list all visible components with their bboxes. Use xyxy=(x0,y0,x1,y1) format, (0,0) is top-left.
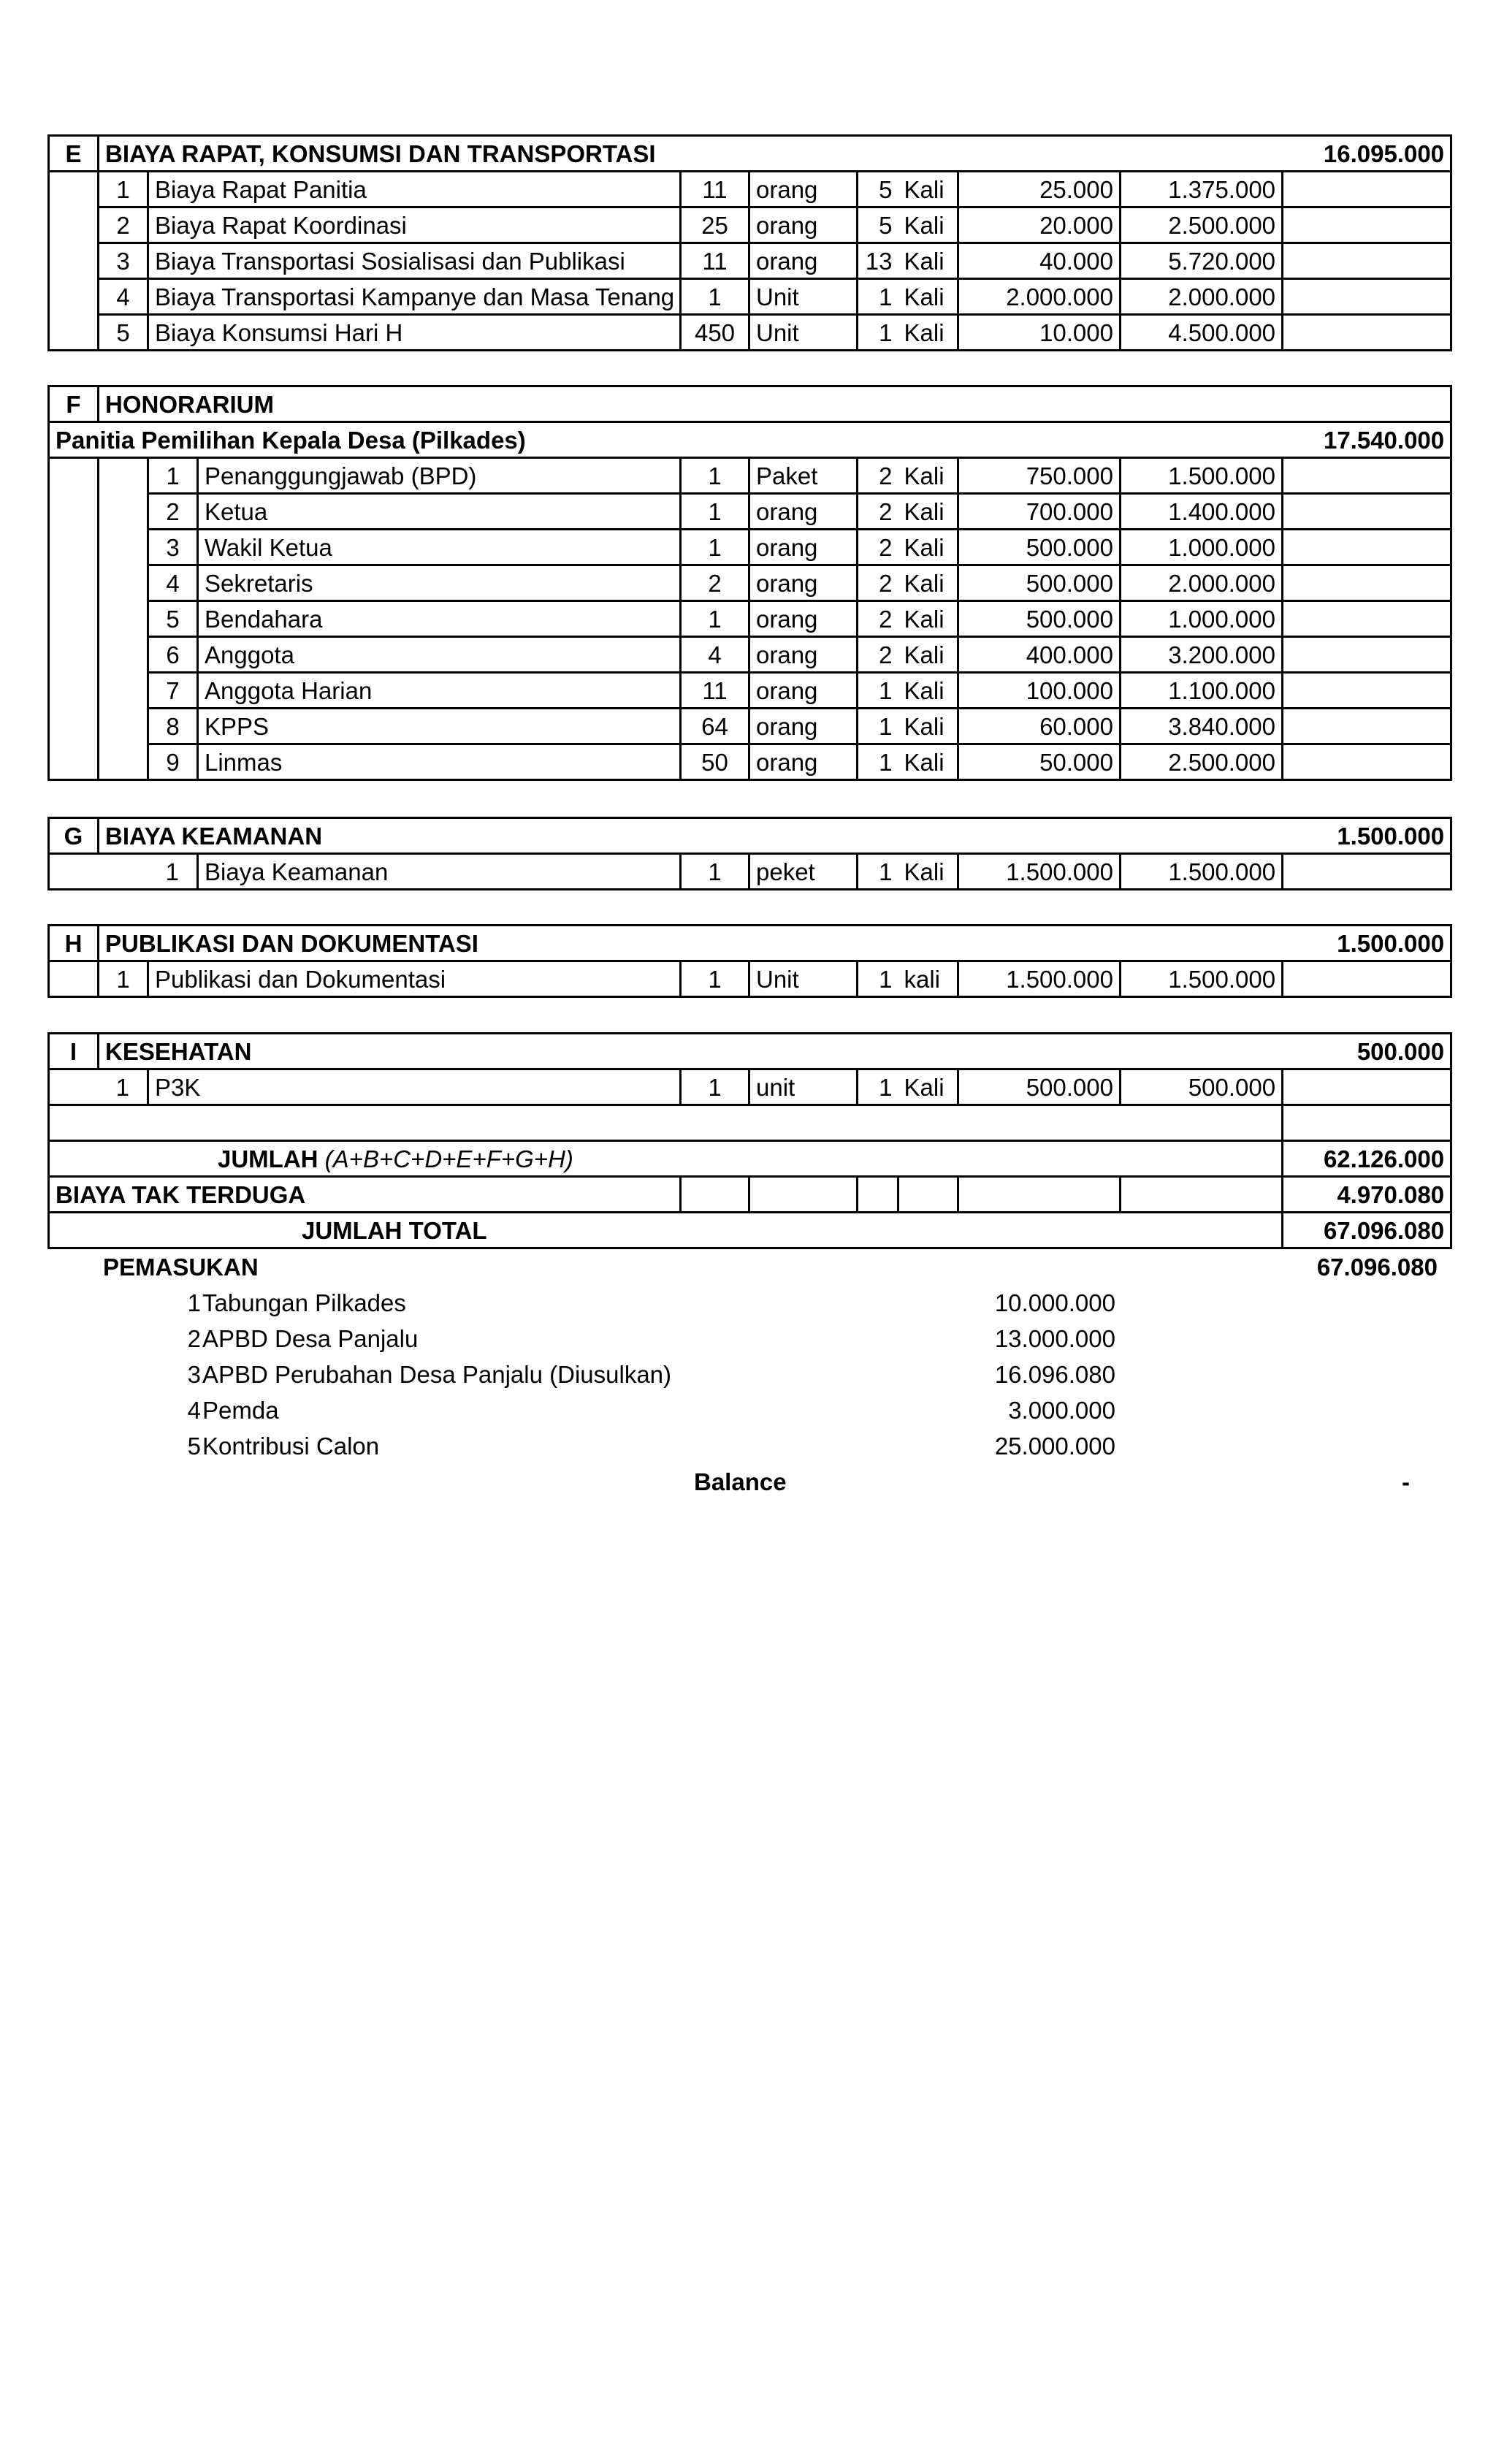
item-unit: orang xyxy=(749,673,858,709)
item-unit: orang xyxy=(749,744,858,780)
item-unit: peket xyxy=(749,854,858,890)
item-frequency-unit: Kali xyxy=(898,207,958,243)
item-amount: 1.500.000 xyxy=(1121,854,1283,890)
table-row xyxy=(49,243,1451,279)
item-frequency: 2 xyxy=(858,601,898,637)
jumlah-row xyxy=(49,1141,1451,1177)
item-price: 500.000 xyxy=(958,530,1121,565)
item-frequency-unit: kali xyxy=(898,961,958,997)
item-price: 40.000 xyxy=(958,243,1121,279)
income-item-amount: 13.000.000 xyxy=(994,1325,1115,1352)
item-frequency: 2 xyxy=(858,565,898,601)
item-no: 9 xyxy=(148,744,198,780)
income-item-amount: 10.000.000 xyxy=(994,1289,1115,1316)
balance-value: - xyxy=(1402,1468,1410,1495)
item-no: 1 xyxy=(148,854,198,890)
item-no: 6 xyxy=(148,637,198,673)
list-item xyxy=(47,1427,1450,1462)
item-volume: 1 xyxy=(681,601,749,637)
item-volume: 1 xyxy=(681,961,749,997)
section-title: BIAYA RAPAT, KONSUMSI DAN TRANSPORTASI xyxy=(99,136,1283,172)
item-frequency-unit: Kali xyxy=(898,673,958,709)
income-section xyxy=(47,1248,1450,1498)
section-title: HONORARIUM xyxy=(99,386,1451,422)
item-unit: orang xyxy=(749,530,858,565)
item-no: 1 xyxy=(99,172,148,207)
item-no: 5 xyxy=(99,315,148,351)
table-row xyxy=(49,494,1451,530)
item-name: Biaya Keamanan xyxy=(198,854,681,890)
item-price: 750.000 xyxy=(958,458,1121,494)
item-volume: 1 xyxy=(681,279,749,315)
item-no: 4 xyxy=(99,279,148,315)
jumlah-formula: (A+B+C+D+E+F+G+H) xyxy=(324,1145,573,1172)
item-price: 400.000 xyxy=(958,637,1121,673)
item-frequency: 1 xyxy=(858,315,898,351)
table-row xyxy=(49,961,1451,997)
table-row xyxy=(49,279,1451,315)
item-no: 3 xyxy=(148,530,198,565)
section-total: 1.500.000 xyxy=(1283,818,1451,854)
item-frequency: 2 xyxy=(858,637,898,673)
item-no: 8 xyxy=(148,709,198,744)
item-unit: Unit xyxy=(749,315,858,351)
balance-label: Balance xyxy=(694,1468,787,1495)
jumlah-total-label: JUMLAH TOTAL xyxy=(49,1213,1283,1248)
section-title: KESEHATAN xyxy=(99,1034,1283,1069)
item-frequency-unit: Kali xyxy=(898,601,958,637)
jumlah-total-value: 67.096.080 xyxy=(1283,1213,1451,1248)
section-header-row xyxy=(49,1034,1451,1069)
item-name: Bendahara xyxy=(198,601,681,637)
item-unit: orang xyxy=(749,709,858,744)
item-volume: 1 xyxy=(681,854,749,890)
section-total: 1.500.000 xyxy=(1283,926,1451,961)
item-volume: 1 xyxy=(681,458,749,494)
item-frequency-unit: Kali xyxy=(898,565,958,601)
item-no: 1 xyxy=(148,458,198,494)
item-no: 5 xyxy=(148,601,198,637)
item-frequency: 2 xyxy=(858,530,898,565)
item-price: 1.500.000 xyxy=(958,854,1121,890)
item-unit: Unit xyxy=(749,961,858,997)
item-amount: 1.000.000 xyxy=(1121,601,1283,637)
item-frequency: 1 xyxy=(858,1069,898,1105)
item-amount: 4.500.000 xyxy=(1121,315,1283,351)
item-name: Biaya Konsumsi Hari H xyxy=(148,315,681,351)
item-frequency-unit: Kali xyxy=(898,279,958,315)
item-unit: orang xyxy=(749,172,858,207)
item-no: 7 xyxy=(148,673,198,709)
income-label: PEMASUKAN xyxy=(103,1254,259,1281)
section-header-row xyxy=(49,386,1451,422)
item-frequency: 1 xyxy=(858,744,898,780)
list-item xyxy=(47,1355,1450,1391)
item-unit: orang xyxy=(749,565,858,601)
item-amount: 2.500.000 xyxy=(1121,207,1283,243)
income-item-name: Pemda xyxy=(202,1397,279,1424)
income-header-row xyxy=(47,1248,1450,1284)
item-amount: 2.500.000 xyxy=(1121,744,1283,780)
item-price: 2.000.000 xyxy=(958,279,1121,315)
section-subtitle: Panitia Pemilihan Kepala Desa (Pilkades) xyxy=(49,422,1283,458)
section-total: 16.095.000 xyxy=(1283,136,1451,172)
item-name: Wakil Ketua xyxy=(198,530,681,565)
section-total: 500.000 xyxy=(1283,1034,1451,1069)
income-item-name: Tabungan Pilkades xyxy=(202,1289,406,1316)
income-item-name: APBD Desa Panjalu xyxy=(202,1325,419,1352)
item-frequency: 2 xyxy=(858,494,898,530)
item-volume: 64 xyxy=(681,709,749,744)
income-item-amount: 25.000.000 xyxy=(994,1433,1115,1460)
item-frequency: 1 xyxy=(858,673,898,709)
item-amount: 1.375.000 xyxy=(1121,172,1283,207)
item-name: Biaya Transportasi Kampanye dan Masa Tenang xyxy=(148,279,681,315)
item-price: 700.000 xyxy=(958,494,1121,530)
item-name: Penanggungjawab (BPD) xyxy=(198,458,681,494)
item-frequency: 13 xyxy=(858,243,898,279)
item-name: Ketua xyxy=(198,494,681,530)
income-item-no: 4 xyxy=(187,1397,201,1424)
table-row xyxy=(49,673,1451,709)
item-volume: 1 xyxy=(681,530,749,565)
item-name: Biaya Rapat Panitia xyxy=(148,172,681,207)
item-frequency-unit: Kali xyxy=(898,744,958,780)
income-item-amount: 16.096.080 xyxy=(994,1361,1115,1388)
item-name: Biaya Transportasi Sosialisasi dan Publikasi xyxy=(148,243,681,279)
item-volume: 2 xyxy=(681,565,749,601)
item-frequency-unit: Kali xyxy=(898,458,958,494)
item-price: 20.000 xyxy=(958,207,1121,243)
income-item-no: 5 xyxy=(187,1433,201,1460)
item-name: Linmas xyxy=(198,744,681,780)
item-frequency: 1 xyxy=(858,709,898,744)
section-code: F xyxy=(49,386,99,422)
section-header-row xyxy=(49,136,1451,172)
table-row xyxy=(49,565,1451,601)
section-g-table xyxy=(47,817,1452,890)
jumlah-total-row xyxy=(49,1213,1451,1248)
item-amount: 5.720.000 xyxy=(1121,243,1283,279)
item-volume: 11 xyxy=(681,172,749,207)
item-unit: orang xyxy=(749,243,858,279)
list-item xyxy=(47,1284,1450,1319)
item-amount: 2.000.000 xyxy=(1121,565,1283,601)
item-no: 2 xyxy=(148,494,198,530)
item-frequency-unit: Kali xyxy=(898,709,958,744)
section-header-row xyxy=(49,926,1451,961)
item-frequency-unit: Kali xyxy=(898,315,958,351)
item-price: 1.500.000 xyxy=(958,961,1121,997)
item-price: 100.000 xyxy=(958,673,1121,709)
item-name: Anggota Harian xyxy=(198,673,681,709)
table-row xyxy=(49,709,1451,744)
item-no: 1 xyxy=(99,961,148,997)
item-unit: orang xyxy=(749,601,858,637)
item-unit: Unit xyxy=(749,279,858,315)
item-volume: 25 xyxy=(681,207,749,243)
jumlah-label: JUMLAH xyxy=(218,1145,318,1172)
item-volume: 50 xyxy=(681,744,749,780)
table-row xyxy=(49,744,1451,780)
item-amount: 1.500.000 xyxy=(1121,458,1283,494)
item-name: Publikasi dan Dokumentasi xyxy=(148,961,681,997)
item-amount: 1.000.000 xyxy=(1121,530,1283,565)
section-code: E xyxy=(49,136,99,172)
item-frequency-unit: Kali xyxy=(898,494,958,530)
item-frequency: 1 xyxy=(858,279,898,315)
item-volume: 1 xyxy=(681,494,749,530)
item-unit: orang xyxy=(749,637,858,673)
item-volume: 450 xyxy=(681,315,749,351)
item-frequency-unit: Kali xyxy=(898,243,958,279)
item-amount: 3.840.000 xyxy=(1121,709,1283,744)
income-item-name: APBD Perubahan Desa Panjalu (Diusulkan) xyxy=(202,1361,672,1388)
item-price: 25.000 xyxy=(958,172,1121,207)
jumlah-value: 62.126.000 xyxy=(1283,1141,1451,1177)
item-frequency-unit: Kali xyxy=(898,530,958,565)
section-h-table xyxy=(47,924,1452,998)
item-price: 60.000 xyxy=(958,709,1121,744)
item-name: Anggota xyxy=(198,637,681,673)
item-amount: 2.000.000 xyxy=(1121,279,1283,315)
tak-terduga-value: 4.970.080 xyxy=(1283,1177,1451,1213)
item-frequency-unit: Kali xyxy=(898,854,958,890)
table-row xyxy=(49,637,1451,673)
tak-terduga-label: BIAYA TAK TERDUGA xyxy=(49,1177,681,1213)
table-row xyxy=(49,315,1451,351)
item-frequency-unit: Kali xyxy=(898,1069,958,1105)
item-volume: 4 xyxy=(681,637,749,673)
item-name: P3K xyxy=(148,1069,681,1105)
item-price: 50.000 xyxy=(958,744,1121,780)
item-amount: 1.500.000 xyxy=(1121,961,1283,997)
item-amount: 1.100.000 xyxy=(1121,673,1283,709)
section-i-table xyxy=(47,1032,1452,1249)
item-no: 1 xyxy=(99,1069,148,1105)
item-amount: 3.200.000 xyxy=(1121,637,1283,673)
item-name: KPPS xyxy=(198,709,681,744)
item-unit: orang xyxy=(749,207,858,243)
income-item-no: 2 xyxy=(187,1325,201,1352)
item-price: 500.000 xyxy=(958,1069,1121,1105)
income-item-amount: 3.000.000 xyxy=(1008,1397,1115,1424)
balance-row xyxy=(47,1462,1450,1498)
item-frequency: 1 xyxy=(858,854,898,890)
item-amount: 500.000 xyxy=(1121,1069,1283,1105)
item-unit: unit xyxy=(749,1069,858,1105)
table-row xyxy=(49,172,1451,207)
section-code: H xyxy=(49,926,99,961)
section-header-row xyxy=(49,818,1451,854)
item-unit: orang xyxy=(749,494,858,530)
item-frequency: 1 xyxy=(858,961,898,997)
section-code: G xyxy=(49,818,99,854)
section-e-table xyxy=(47,134,1452,351)
income-item-name: Kontribusi Calon xyxy=(202,1433,380,1460)
item-no: 2 xyxy=(99,207,148,243)
item-frequency-unit: Kali xyxy=(898,172,958,207)
section-title: BIAYA KEAMANAN xyxy=(99,818,1283,854)
section-code: I xyxy=(49,1034,99,1069)
item-name: Biaya Rapat Koordinasi xyxy=(148,207,681,243)
item-name: Sekretaris xyxy=(198,565,681,601)
item-amount: 1.400.000 xyxy=(1121,494,1283,530)
item-frequency: 5 xyxy=(858,172,898,207)
section-title: PUBLIKASI DAN DOKUMENTASI xyxy=(99,926,1283,961)
section-f-table xyxy=(47,385,1452,781)
item-frequency: 5 xyxy=(858,207,898,243)
income-item-no: 3 xyxy=(187,1361,201,1388)
item-price: 500.000 xyxy=(958,601,1121,637)
list-item xyxy=(47,1391,1450,1427)
item-frequency-unit: Kali xyxy=(898,637,958,673)
table-row xyxy=(49,530,1451,565)
tak-terduga-row xyxy=(49,1177,1451,1213)
item-no: 4 xyxy=(148,565,198,601)
table-row xyxy=(49,207,1451,243)
item-no: 3 xyxy=(99,243,148,279)
item-unit: Paket xyxy=(749,458,858,494)
item-price: 10.000 xyxy=(958,315,1121,351)
income-total: 67.096.080 xyxy=(1316,1254,1438,1281)
table-row xyxy=(49,601,1451,637)
section-subheader-row xyxy=(49,422,1451,458)
item-volume: 1 xyxy=(681,1069,749,1105)
table-row xyxy=(49,854,1451,890)
item-price: 500.000 xyxy=(958,565,1121,601)
item-volume: 11 xyxy=(681,673,749,709)
list-item xyxy=(47,1319,1450,1355)
income-item-no: 1 xyxy=(187,1289,201,1316)
table-row xyxy=(49,1069,1451,1105)
item-frequency: 2 xyxy=(858,458,898,494)
section-total: 17.540.000 xyxy=(1283,422,1451,458)
table-row xyxy=(49,458,1451,494)
item-volume: 11 xyxy=(681,243,749,279)
blank-row xyxy=(49,1105,1451,1141)
